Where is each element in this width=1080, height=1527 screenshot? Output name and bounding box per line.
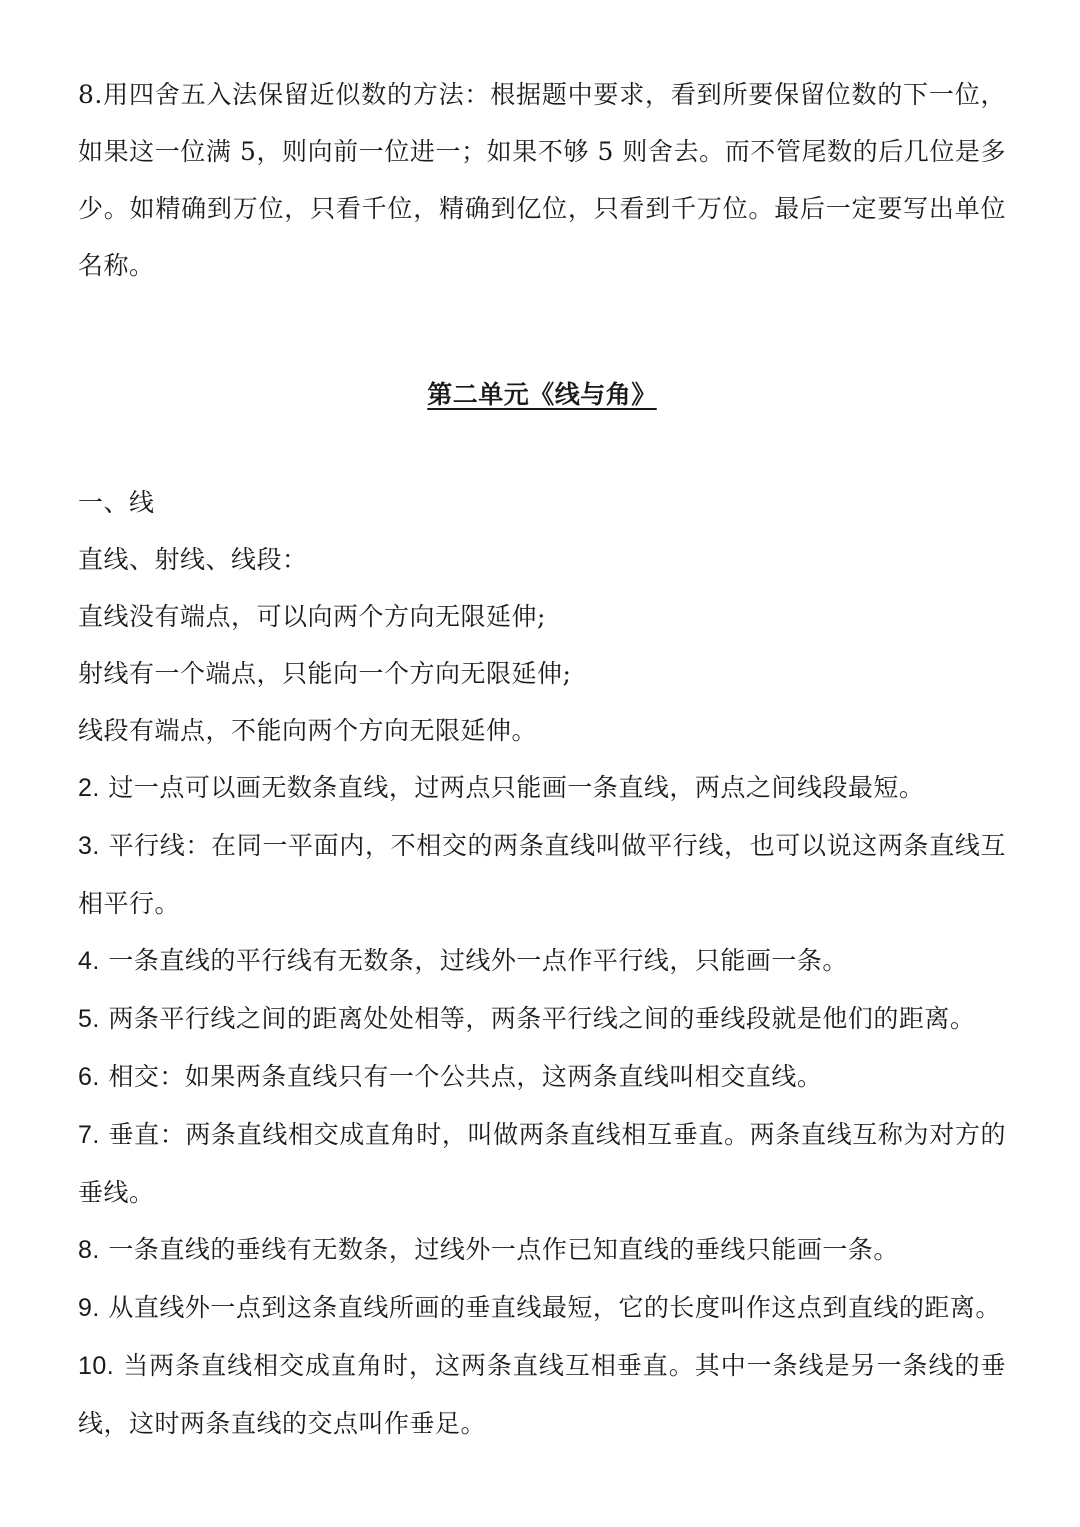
definition-line: 直线、射线、线段： bbox=[78, 545, 308, 574]
list-item-number: 2. bbox=[78, 774, 100, 802]
list-item bbox=[78, 1221, 1006, 1279]
definition-line: 线段有端点，不能向两个方向无限延伸。 bbox=[78, 716, 538, 745]
definition-line: 射线有一个端点，只能向一个方向无限延伸; bbox=[78, 659, 572, 688]
document-page bbox=[78, 66, 1006, 1452]
list-item-text: 相交：如果两条直线只有一个公共点，这两条直线叫相交直线。 bbox=[108, 1062, 823, 1091]
list-item-text: 当两条直线相交成直角时，这两条直线互相垂直。其中一条线是另一条线的垂线，这时两条直线的交点叫作垂足。 bbox=[78, 1351, 1006, 1438]
section-heading: 一、线 bbox=[78, 488, 155, 517]
list-item-text: 两条平行线之间的距离处处相等，两条平行线之间的垂线段就是他们的距离。 bbox=[108, 1004, 976, 1033]
list-item bbox=[78, 990, 1006, 1048]
list-item-number: 10. bbox=[78, 1352, 115, 1380]
list-item-text: 一条直线的平行线有无数条，过线外一点作平行线，只能画一条。 bbox=[108, 946, 848, 975]
unit-title bbox=[78, 366, 1006, 423]
spacer bbox=[78, 423, 1006, 474]
list-item bbox=[78, 759, 1006, 817]
list-item bbox=[78, 1279, 1006, 1337]
list-item-number: 7. bbox=[78, 1121, 100, 1149]
list-item bbox=[78, 1337, 1006, 1452]
list-item-text: 从直线外一点到这条直线所画的垂直线最短，它的长度叫作这点到直线的距离。 bbox=[108, 1293, 1001, 1322]
rounding-rule-paragraph: 8.用四舍五入法保留近似数的方法：根据题中要求，看到所要保留位数的下一位，如果这一位满 5，则向前一位进一；如果不够 5 则舍去。而不管尾数的后几位是多少。如精确到万位，只看千位，精确到亿位，只看到千万位。最后一定要写出单位名称。 bbox=[78, 80, 1006, 280]
list-item-number: 4. bbox=[78, 947, 100, 975]
list-item-number: 6. bbox=[78, 1063, 100, 1091]
list-item-text: 过一点可以画无数条直线，过两点只能画一条直线，两点之间线段最短。 bbox=[108, 773, 925, 802]
list-item bbox=[78, 1106, 1006, 1221]
list-item bbox=[78, 817, 1006, 932]
list-item-text: 垂直：两条直线相交成直角时，叫做两条直线相互垂直。两条直线互称为对方的垂线。 bbox=[78, 1120, 1006, 1207]
list-item bbox=[78, 932, 1006, 990]
list-item-number: 3. bbox=[78, 832, 100, 860]
spacer bbox=[78, 294, 1006, 366]
list-item-number: 8. bbox=[78, 1236, 100, 1264]
list-item-text: 平行线：在同一平面内，不相交的两条直线叫做平行线，也可以说这两条直线互相平行。 bbox=[78, 831, 1006, 918]
list-item-text: 一条直线的垂线有无数条，过线外一点作已知直线的垂线只能画一条。 bbox=[108, 1235, 899, 1264]
list-item-number: 9. bbox=[78, 1294, 100, 1322]
list-item bbox=[78, 1048, 1006, 1106]
definition-line: 直线没有端点，可以向两个方向无限延伸; bbox=[78, 602, 546, 631]
list-item-number: 5. bbox=[78, 1005, 100, 1033]
unit-title-text: 第二单元《线与角》 bbox=[427, 380, 657, 409]
